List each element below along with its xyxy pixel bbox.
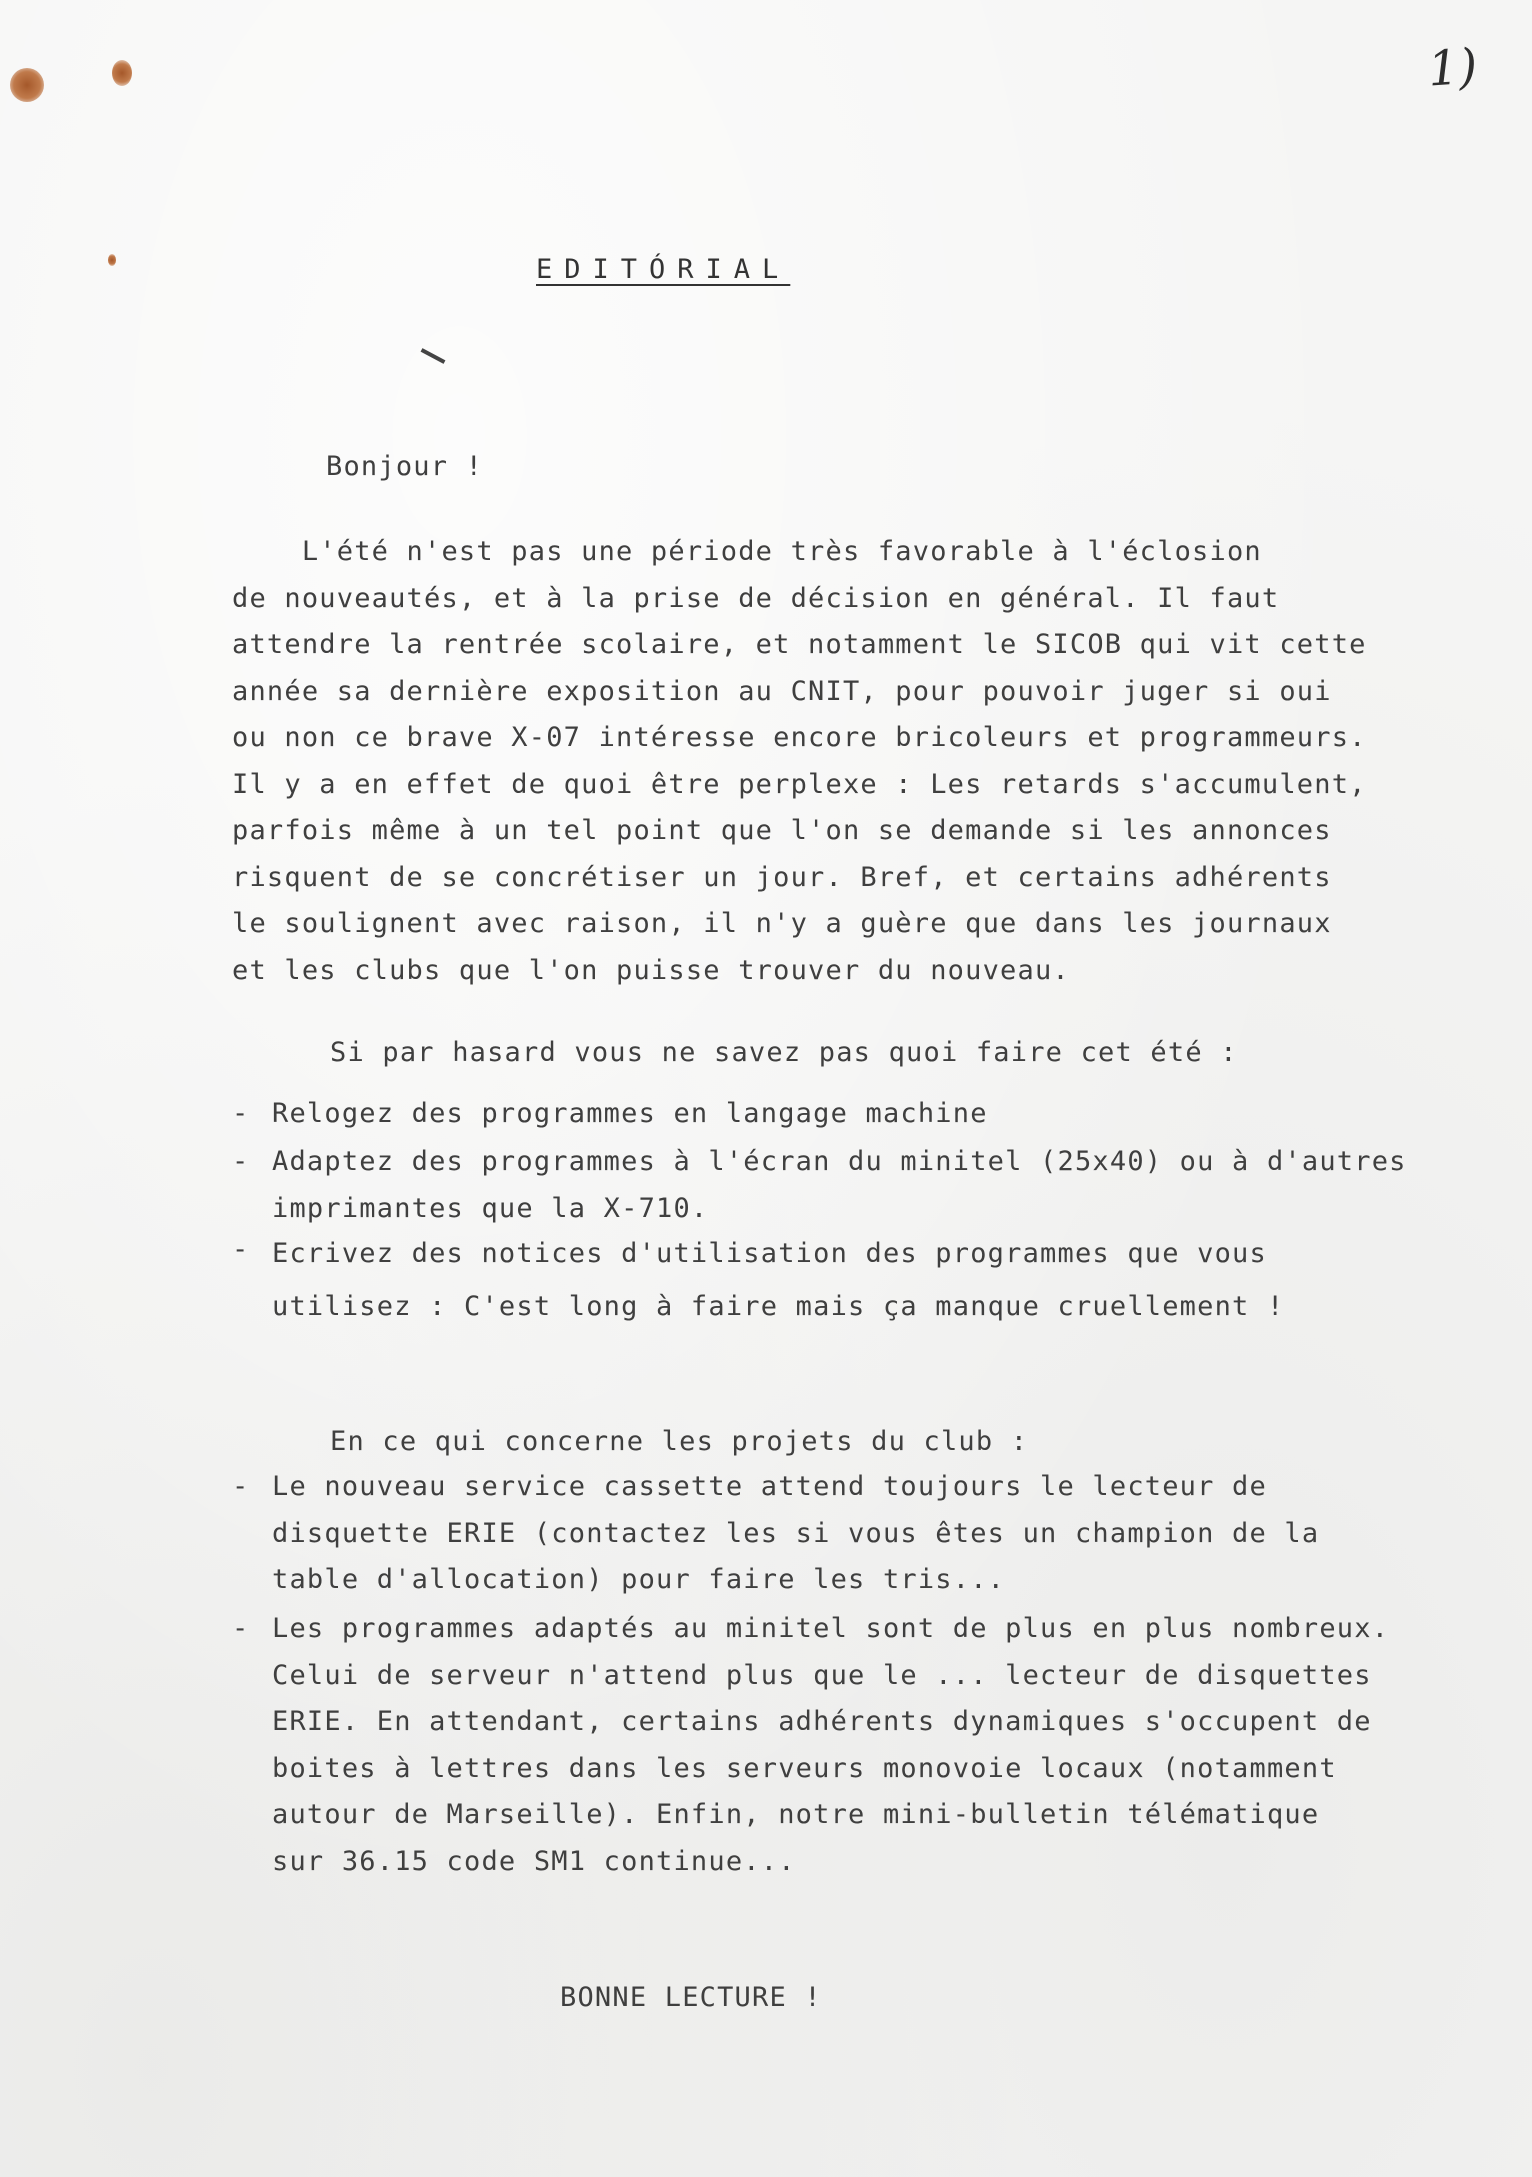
list-item-text: Adaptez des programmes à l'écran du minitel (25x40) ou à d'autres imprimantes que la X-710. bbox=[272, 1146, 1407, 1224]
list-item-text: Le nouveau service cassette attend toujours le lecteur de disquette ERIE (contactez les si vous êtes un champion de la table d'allocation) pour faire les tris... bbox=[272, 1471, 1320, 1595]
list-dash: - bbox=[232, 1098, 250, 1129]
list-dash: - bbox=[232, 1613, 250, 1644]
list-item-text: Relogez des programmes en langage machine bbox=[272, 1098, 988, 1129]
closing-line: BONNE LECTURE ! bbox=[560, 1982, 822, 2013]
list-dash: - bbox=[232, 1471, 250, 1502]
list-dash: - bbox=[232, 1146, 250, 1177]
list-item-text: Ecrivez des notices d'utilisation des programmes que vous utilisez : C'est long à faire mais ça manque cruellement ! bbox=[272, 1238, 1285, 1322]
rust-stain-left bbox=[10, 68, 44, 102]
summer-intro: Si par hasard vous ne savez pas quoi faire cet été : bbox=[330, 1037, 1238, 1068]
list-item bbox=[232, 1606, 1390, 1877]
list-dash: - bbox=[232, 1234, 250, 1265]
page-number: 1) bbox=[1426, 38, 1480, 98]
stray-mark bbox=[421, 348, 446, 364]
projects-intro: En ce qui concerne les projets du club : bbox=[330, 1426, 1029, 1457]
list-item-text: Les programmes adaptés au minitel sont de plus en plus nombreux. Celui de serveur n'attend plus que le ... lecteur de disquettes ERIE. En attendant, certains adhérents dynamiques s'occupent de boites à lettres dans les serveurs monovoie locaux (notamment autour de Marseille). Enfin, notre mini-bulletin télématique sur 36.15 code SM1 continue... bbox=[272, 1613, 1390, 1877]
list-item bbox=[232, 1227, 1285, 1413]
rust-stain-middle bbox=[112, 60, 132, 86]
greeting: Bonjour ! bbox=[326, 451, 484, 482]
page-title: EDITÓRIAL bbox=[536, 254, 791, 285]
rust-stain-small bbox=[108, 254, 116, 266]
paragraph-intro: L'été n'est pas une période très favorable à l'éclosion de nouveautés, et à la prise de décision en général. Il faut attendre la rentrée scolaire, et notamment le SICOB qui vit cette année sa dernière exposition au CNIT, pour pouvoir juger si oui ou non ce brave X-07 intéresse encore bricoleurs et programmeurs. Il y a en effet de quoi être perplexe : Les retards s'accumulent, parfois même à un tel point que l'on se demande si les annonces risquent de se concrétiser un jour. Bref, et certains adhérents le soulignent avec raison, il n'y a guère que dans les journaux et les clubs que l'on puisse trouver du nouveau. bbox=[232, 536, 1367, 986]
